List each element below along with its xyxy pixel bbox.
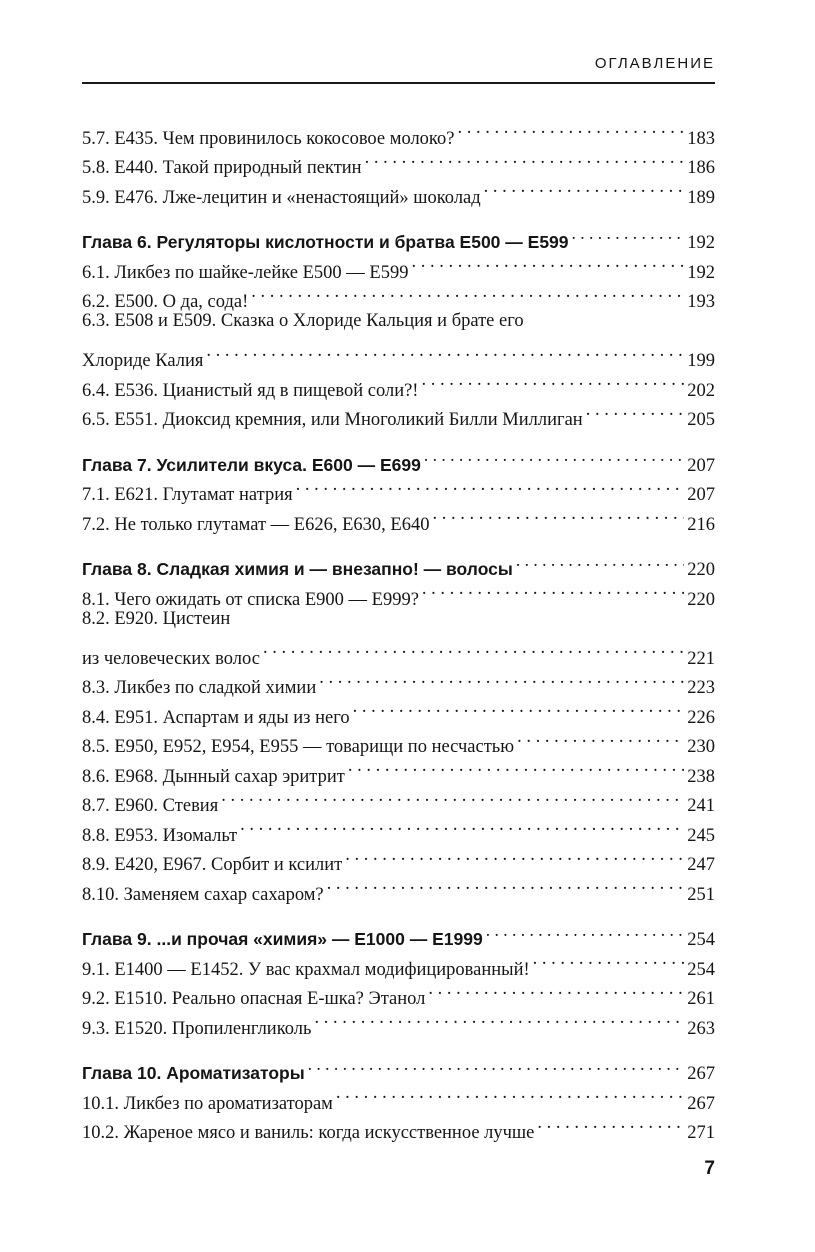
dot-leader <box>432 500 684 530</box>
toc-page-number: 230 <box>687 737 715 757</box>
toc-page-number: 247 <box>687 855 715 875</box>
toc-page-number: 267 <box>687 1064 715 1084</box>
toc-entry-title: 6.1. Ликбез по шайке-лейке E500 — E599 <box>82 262 409 283</box>
dot-leader <box>424 441 684 471</box>
toc-entry-title: 6.3. E508 и E509. Сказка о Хлориде Кальция и брате его <box>82 311 524 331</box>
dot-leader <box>537 1109 684 1139</box>
toc-page-number: 199 <box>687 351 715 371</box>
toc-entry-title: 5.9. E476. Лже-лецитин и «ненастоящий» шоколад <box>82 187 481 208</box>
running-head-title: ОГЛАВЛЕНИЕ <box>594 55 715 72</box>
toc-entry-title: 8.4. E951. Аспартам и яды из него <box>82 707 350 728</box>
toc-entry-title: 6.4. E536. Цианистый яд в пищевой соли?! <box>82 380 419 401</box>
toc-page-number: 186 <box>687 158 715 178</box>
dot-leader <box>457 114 684 144</box>
toc-page-number: 223 <box>687 678 715 698</box>
toc-chapter-title: Глава 9. ...и прочая «химия» — E1000 — E1999 <box>82 929 483 949</box>
dot-leader <box>533 945 685 975</box>
toc-page-number: 216 <box>687 514 715 535</box>
dot-leader <box>348 752 684 782</box>
toc-entry-title: 8.9. E420, E967. Сорбит и ксилит <box>82 855 343 875</box>
toc-entry-title: 7.2. Не только глутамат — E626, E630, E640 <box>82 514 430 535</box>
toc-entry-title: 8.8. E953. Изомальт <box>82 825 238 846</box>
toc-entry-line <box>82 337 715 371</box>
dot-leader <box>240 811 684 841</box>
dot-leader <box>486 916 685 946</box>
running-head <box>82 52 715 84</box>
dot-leader <box>353 693 685 723</box>
dot-leader <box>421 366 684 396</box>
toc-chapter <box>82 546 715 580</box>
toc-entry-title: 9.1. E1400 — E1452. У вас крахмал модифицированный! <box>82 959 530 980</box>
table-of-contents <box>82 114 715 1143</box>
toc-page-number: 271 <box>687 1123 715 1143</box>
toc-page-number: 193 <box>687 292 715 312</box>
toc-entry <box>82 307 715 371</box>
toc-page-number: 251 <box>687 884 715 905</box>
toc-entry-line <box>82 634 715 669</box>
dot-leader <box>517 723 684 753</box>
toc-chapter <box>82 219 715 253</box>
dot-leader <box>411 248 684 278</box>
toc-page-number: 238 <box>687 766 715 787</box>
toc-entry-title: 10.1. Ликбез по ароматизаторам <box>82 1093 333 1114</box>
page-number: 7 <box>704 1158 715 1179</box>
toc-page-number: 241 <box>687 796 715 816</box>
toc-page-number: 221 <box>687 648 715 669</box>
toc-page-number: 263 <box>687 1018 715 1039</box>
toc-chapter-title: Глава 6. Регуляторы кислотности и братва E500 — E599 <box>82 232 569 252</box>
dot-leader <box>572 219 685 249</box>
toc-page-number: 254 <box>687 930 715 950</box>
toc-page-number: 192 <box>687 262 715 283</box>
dot-leader <box>336 1079 684 1109</box>
toc-chapter <box>82 441 715 476</box>
dot-leader <box>308 1050 685 1080</box>
dot-leader <box>296 471 685 501</box>
toc-page-number: 189 <box>687 187 715 208</box>
toc-page-number: 183 <box>687 128 715 149</box>
toc-page-number: 207 <box>687 485 715 505</box>
toc-entry-title: 8.3. Ликбез по сладкой химии <box>82 678 317 698</box>
toc-entry-title-continued: из человеческих волос <box>82 648 260 669</box>
toc-page-number: 220 <box>687 589 715 610</box>
dot-leader <box>314 1004 684 1034</box>
toc-page-number: 245 <box>687 825 715 846</box>
dot-leader <box>319 664 684 694</box>
toc-entry-title: 7.1. E621. Глутамат натрия <box>82 485 293 505</box>
toc-entry-title: 9.2. E1510. Реально опасная Е-шка? Этанол <box>82 989 426 1009</box>
dot-leader <box>484 173 685 203</box>
toc-chapter <box>82 1050 715 1084</box>
toc-chapter-title: Глава 10. Ароматизаторы <box>82 1063 305 1083</box>
toc-entry-title: 6.2. E500. О да, сода! <box>82 292 249 312</box>
toc-chapter-title: Глава 7. Усилители вкуса. E600 — E699 <box>82 454 421 475</box>
dot-leader <box>345 841 684 871</box>
toc-entry <box>82 114 715 149</box>
toc-entry-title: 5.8. E440. Такой природный пектин <box>82 158 362 178</box>
dot-leader <box>327 870 685 900</box>
toc-entry-title: 8.2. E920. Цистеин <box>82 608 231 629</box>
toc-page-number: 207 <box>687 455 715 476</box>
dot-leader <box>251 278 684 308</box>
dot-leader <box>422 575 684 605</box>
toc-entry-title: 9.3. E1520. Пропиленгликоль <box>82 1018 312 1039</box>
toc-entry-title: 8.1. Чего ожидать от списка E900 — E999? <box>82 589 419 610</box>
dot-leader <box>586 396 685 426</box>
dot-leader <box>365 144 685 174</box>
toc-page-number: 220 <box>687 560 715 580</box>
toc-entry-title-continued: Хлориде Калия <box>82 351 204 371</box>
toc-chapter-title: Глава 8. Сладкая химия и — внезапно! — волосы <box>82 559 513 579</box>
toc-entry-title: 8.7. E960. Стевия <box>82 796 219 816</box>
toc-page-number: 192 <box>687 233 715 253</box>
toc-entry-title: 8.10. Заменяем сахар сахаром? <box>82 884 324 905</box>
dot-leader <box>221 782 684 812</box>
toc-entry-title: 5.7. E435. Чем провинилось кокосовое молоко? <box>82 128 455 149</box>
toc-chapter <box>82 916 715 950</box>
toc-page-number: 202 <box>687 380 715 401</box>
toc-page-number: 261 <box>687 989 715 1009</box>
toc-page-number: 254 <box>687 959 715 980</box>
toc-entry-title: 6.5. E551. Диоксид кремния, или Многоликий Билли Миллиган <box>82 410 583 430</box>
toc-entry-title: 10.2. Жареное мясо и ваниль: когда искусственное лучше <box>82 1123 535 1143</box>
dot-leader <box>206 337 684 367</box>
toc-page-number: 205 <box>687 410 715 430</box>
toc-entry-title: 8.5. E950, E952, E954, E955 — товарищи по несчастью <box>82 737 515 757</box>
toc-page-number: 267 <box>687 1093 715 1114</box>
toc-page-number: 226 <box>687 707 715 728</box>
dot-leader <box>516 546 684 576</box>
dot-leader <box>428 975 684 1005</box>
toc-entry-title: 8.6. E968. Дынный сахар эритрит <box>82 766 345 787</box>
dot-leader <box>263 634 684 664</box>
